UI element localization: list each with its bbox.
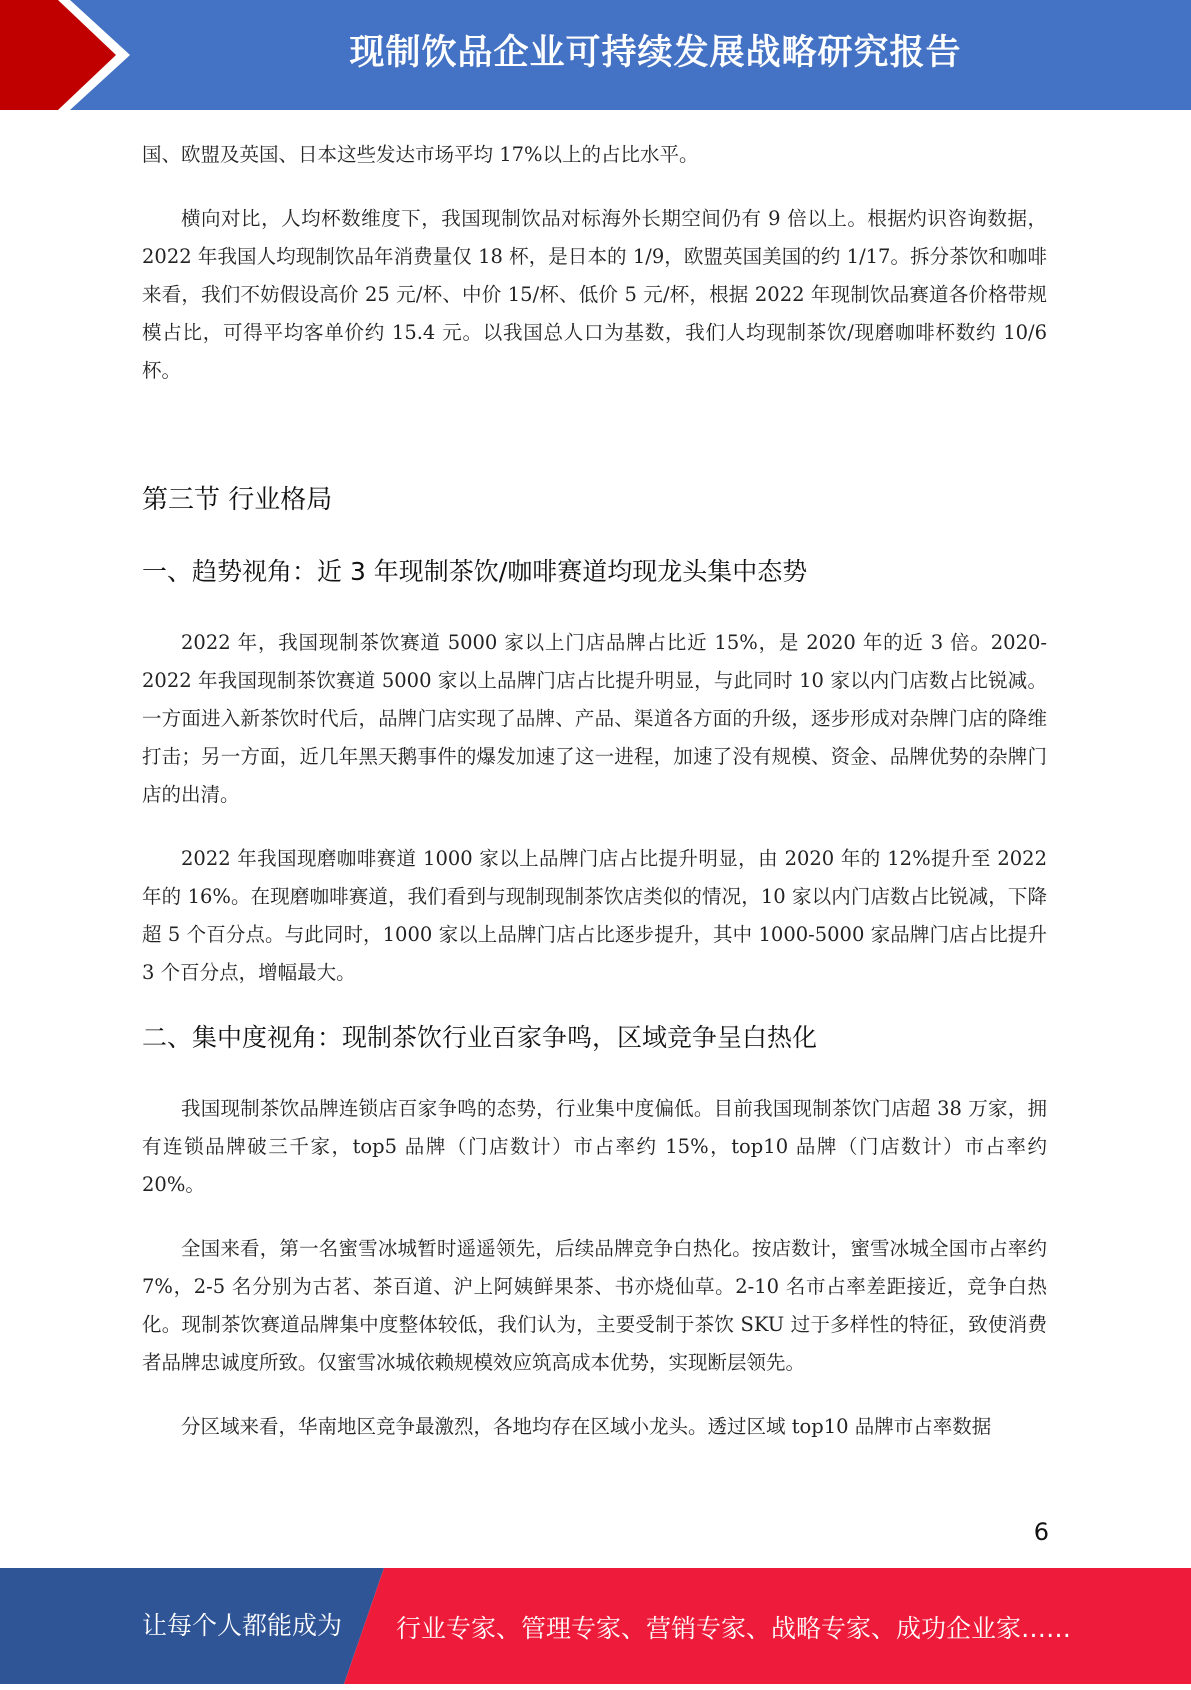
report-title: 现制饮品企业可持续发展战略研究报告	[349, 33, 962, 73]
paragraph-tea-trend: 2022 年，我国现制茶饮赛道 5000 家以上门店品牌占比近 15%，是 2020 年的近 3 倍。2020-2022 年我国现制茶饮赛道 5000 家以上品牌门店占比提升明显，与此同时 10 家以内门店数占比锐减。一方面进入新茶饮时代后，品牌门店实现了品牌、产品、渠道各方面的升级，逐步形成对杂牌门店的降维打击；另一方面，近几年黑天鹅事件的爆发加速了这一进程，加速了没有规模、资金、品牌优势的杂牌门店的出清。	[142, 631, 1047, 806]
subsection-title-concentration: 二、集中度视角：现制茶饮行业百家争鸣，区域竞争呈白热化	[142, 1023, 818, 1052]
paragraph-per-capita-cups: 横向对比，人均杯数维度下，我国现制饮品对标海外长期空间仍有 9 倍以上。根据灼识咨询数据，2022 年我国人均现制饮品年消费量仅 18 杯，是日本的 1/9，欧盟英国美国的约 1/17。拆分茶饮和咖啡来看，我们不妨假设高价 25 元/杯、中价 15/杯、低价 5 元/杯，根据 2022 年现制饮品赛道各价格带规模占比，可得平均客单价约 15.4 元。以我国总人口为基数，我们人均现制茶饮/现磨咖啡杯数约 10/6 杯。	[142, 207, 1047, 382]
paragraph-continued: 国、欧盟及英国、日本这些发达市场平均 17%以上的占比水平。	[142, 143, 699, 166]
page-number: 6	[1033, 1518, 1049, 1546]
paragraph-regional-view: 分区域来看，华南地区竞争最激烈，各地均存在区域小龙头。透过区域 top10 品牌市占率数据	[181, 1415, 992, 1438]
page-footer	[0, 1568, 1191, 1684]
paragraph-concentration: 我国现制茶饮品牌连锁店百家争鸣的态势，行业集中度偏低。目前我国现制茶饮门店超 38 万家，拥有连锁品牌破三千家，top5 品牌（门店数计）市占率约 15%，top10 品牌（门店数计）市占率约 20%。	[142, 1097, 1047, 1196]
subsection-title-trend: 一、趋势视角：近 3 年现制茶饮/咖啡赛道均现龙头集中态势	[142, 557, 808, 586]
page-body	[142, 136, 1047, 1446]
page-header	[0, 0, 1191, 110]
header-chevron-decoration	[0, 0, 160, 110]
footer-slogan-left: 让每个人都能成为	[142, 1611, 343, 1640]
paragraph-national-view: 全国来看，第一名蜜雪冰城暂时遥遥领先，后续品牌竞争白热化。按店数计，蜜雪冰城全国市占率约 7%，2-5 名分别为古茗、茶百道、沪上阿姨鲜果茶、书亦烧仙草。2-10 名市占率差距接近，竞争白热化。现制茶饮赛道品牌集中度整体较低，我们认为，主要受制于茶饮 SKU 过于多样性的特征，致使消费者品牌忠诚度所致。仅蜜雪冰城依赖规模效应筑高成本优势，实现断层领先。	[142, 1237, 1047, 1374]
paragraph-coffee-trend: 2022 年我国现磨咖啡赛道 1000 家以上品牌门店占比提升明显，由 2020 年的 12%提升至 2022 年的 16%。在现磨咖啡赛道，我们看到与现制现制茶饮店类似的情况，10 家以内门店数占比锐减，下降超 5 个百分点。与此同时，1000 家以上品牌门店占比逐步提升，其中 1000-5000 家品牌门店占比提升 3 个百分点，增幅最大。	[142, 847, 1047, 984]
section-title: 第三节 行业格局	[142, 485, 333, 515]
footer-slogan-right: 行业专家、管理专家、营销专家、战略专家、成功企业家……	[396, 1614, 1072, 1643]
